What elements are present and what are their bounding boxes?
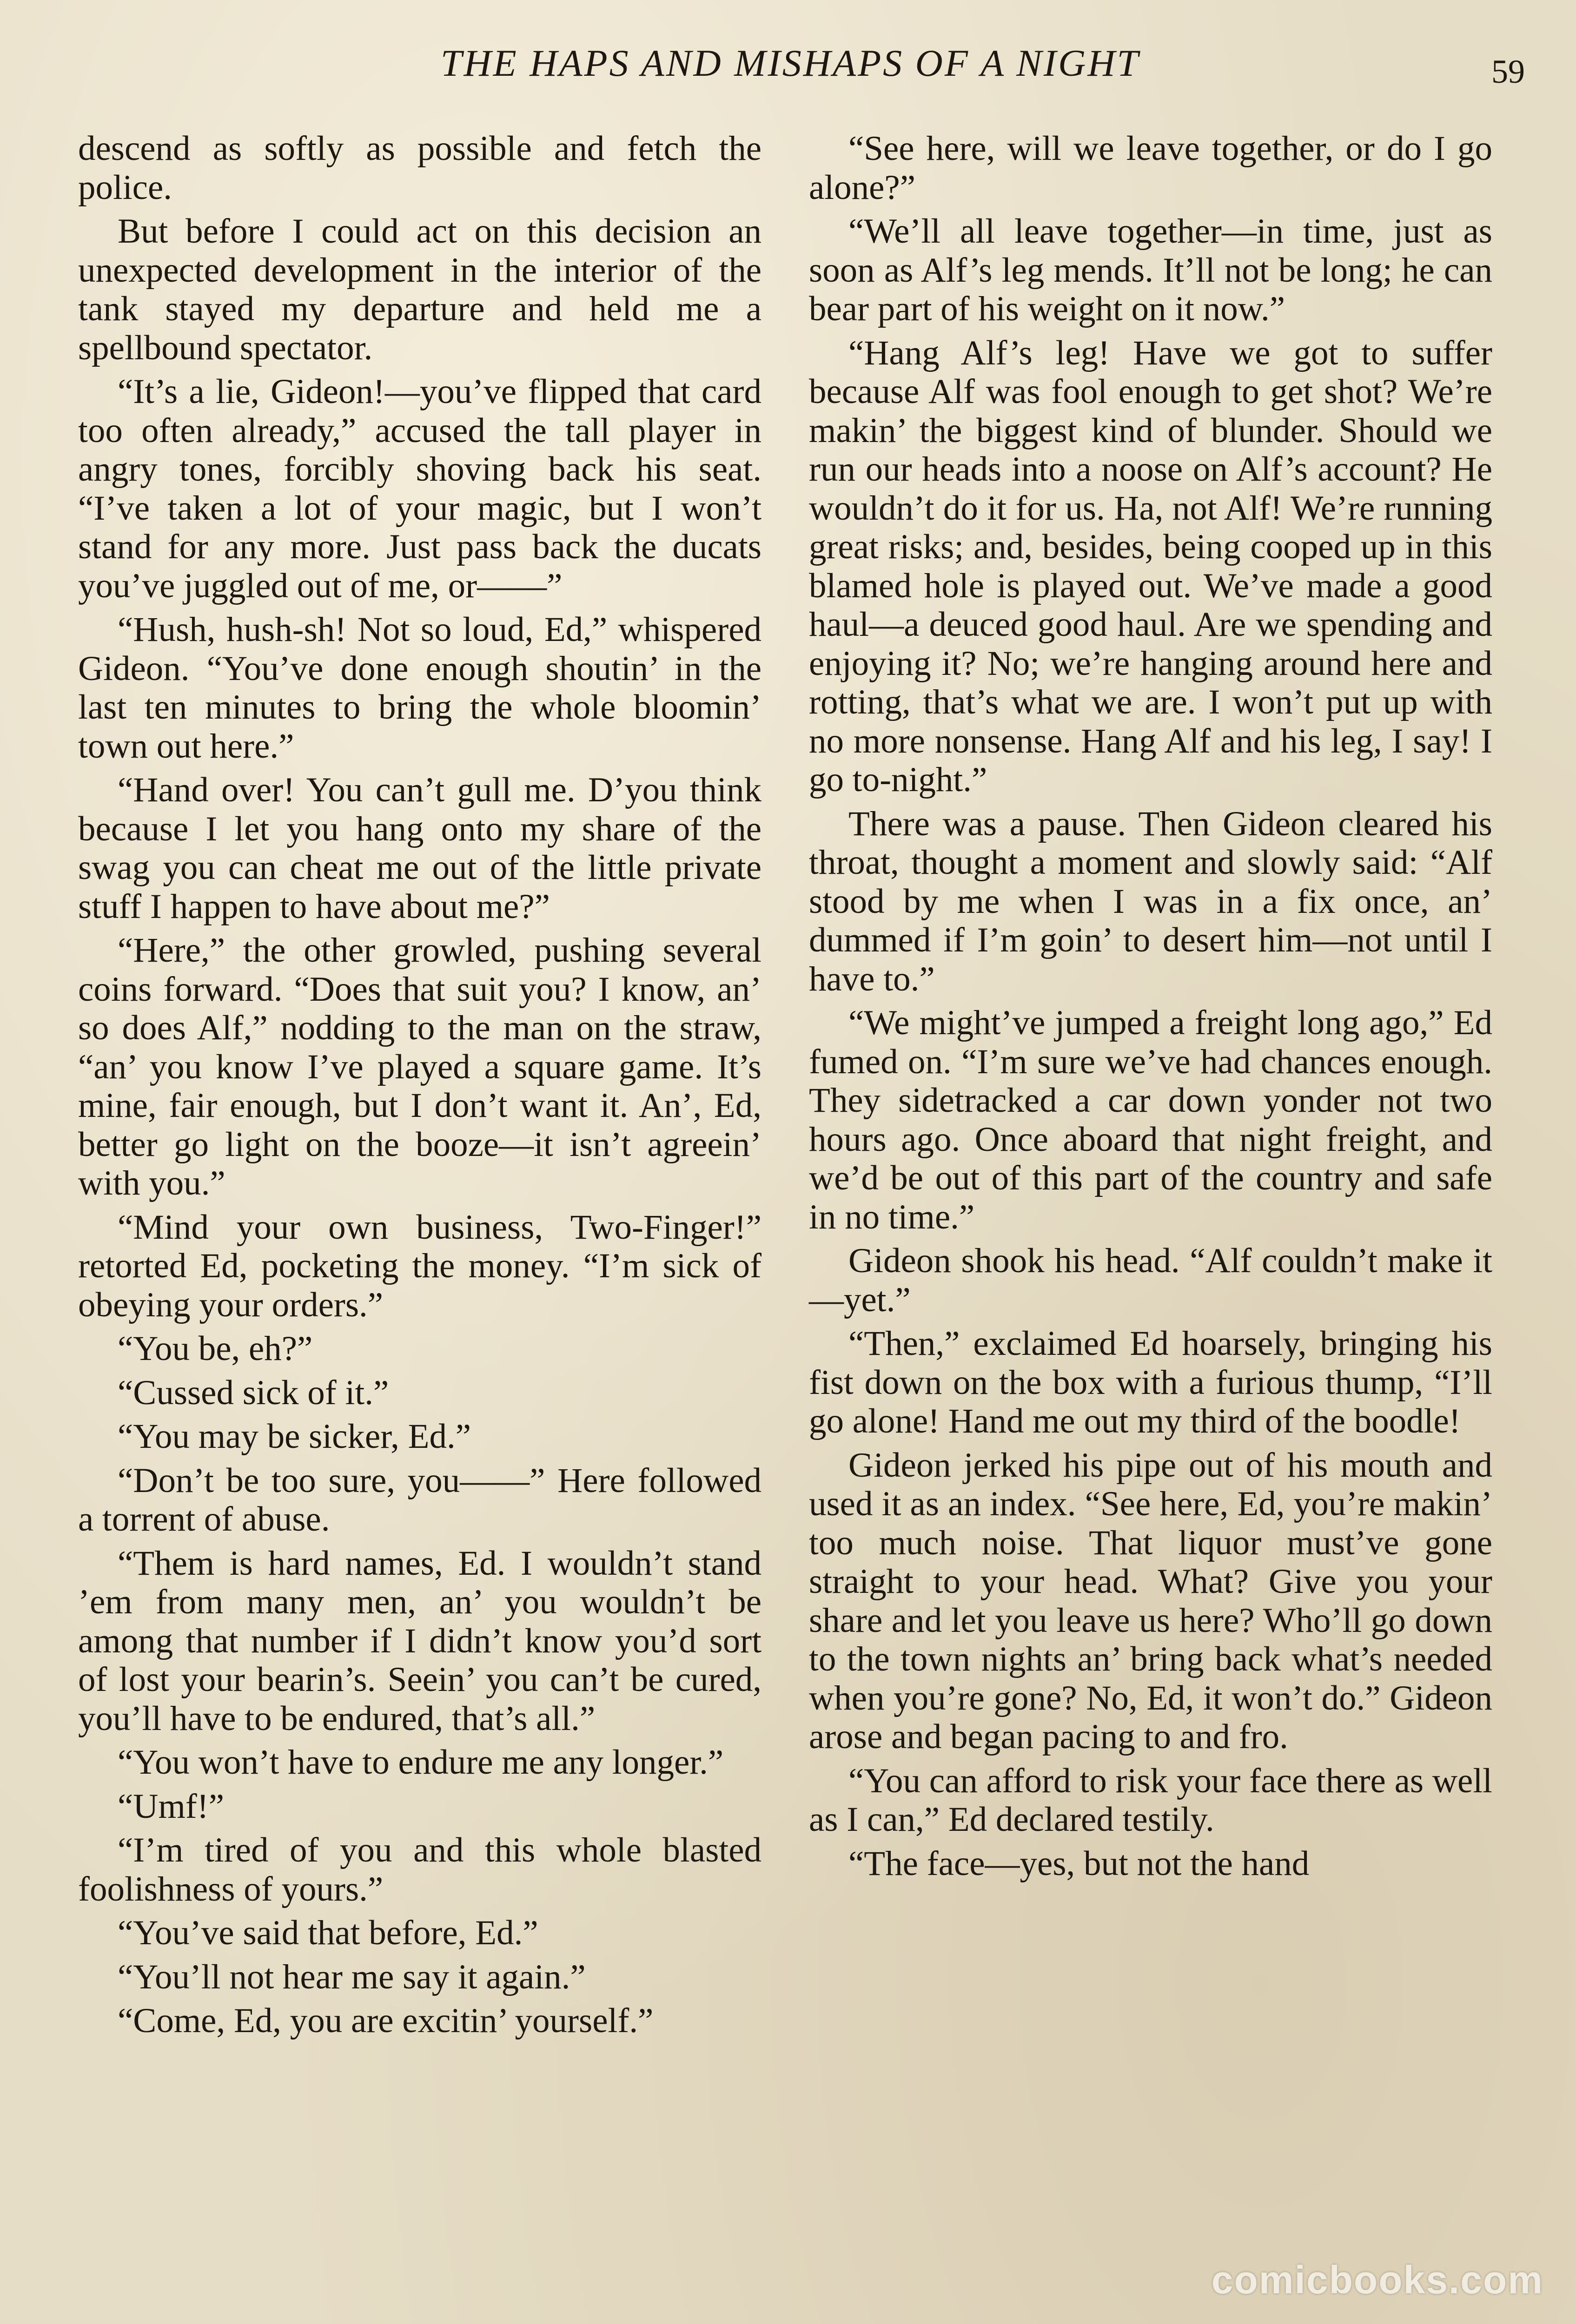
paragraph: “Cussed sick of it.” [118, 1373, 389, 1412]
paragraph: There was a pause. Then Gideon cleared his throat, thought a moment and slowly said: “Alf stood by me when I was in a fix once, an’ dummed if I’m goin’ to desert him—not until I have to.” [809, 804, 1492, 998]
paragraph: “It’s a lie, Gideon!—you’ve flipped that card too often already,” accused the tall player in angry tones, forcibly shoving back his seat. “I’ve taken a lot of your magic, but I won’t stand for any more. Just pass back the ducats you’ve juggled out of me, or——” [78, 372, 762, 605]
running-head-title: THE HAPS AND MISHAPS OF A NIGHT [440, 42, 1140, 84]
paragraph: descend as softly as possible and fetch the police. [78, 129, 762, 207]
paragraph: “We’ll all leave together—in time, just as soon as Alf’s leg mends. It’ll not be long; he can bear part of his weight on it now.” [809, 212, 1492, 328]
paragraph: “Hang Alf’s leg! Have we got to suffer because Alf was fool enough to get shot? We’re makin’ the biggest kind of blunder. Should we run our heads into a noose on Alf’s account? He wouldn’t do it for us. Ha, not Alf! We’re running great risks; and, besides, being cooped up in this blamed hole is played out. We’ve made a good haul—a deuced good haul. Are we spending and enjoying it? No; we’re hanging around here and rotting, that’s what we are. I won’t put up with no more nonsense. Hang Alf and his leg, I say! I go to-night.” [809, 333, 1492, 799]
paragraph: “You’ve said that before, Ed.” [118, 1914, 538, 1952]
paragraph: “Mind your own business, Two-Finger!” retorted Ed, pocketing the money. “I’m sick of obeying your orders.” [78, 1208, 762, 1324]
paragraph: “Then,” exclaimed Ed hoarsely, bringing his fist down on the box with a furious thump, “I’ll go alone! Hand me out my third of the boodle! [809, 1324, 1492, 1440]
watermark: comicbooks.com [1211, 2258, 1543, 2302]
paragraph: Gideon jerked his pipe out of his mouth and used it as an index. “See here, Ed, you’re makin’ too much noise. That liquor must’ve gone straight to your head. What? Give you your share and let you leave us here? Who’ll go down to the town nights an’ bring back what’s needed when you’re gone? No, Ed, it won’t do.” Gideon arose and began pacing to and fro. [809, 1446, 1492, 1756]
paragraph: “Don’t be too sure, you——” Here followed a torrent of abuse. [78, 1461, 762, 1538]
paragraph: Gideon shook his head. “Alf couldn’t make it—yet.” [809, 1241, 1492, 1319]
paragraph: “You can afford to risk your face there as well as I can,” Ed declared testily. [809, 1761, 1492, 1839]
paragraph: “Hand over! You can’t gull me. D’you think because I let you hang onto my share of the swag you can cheat me out of the little private stuff I happen to have about me?” [78, 771, 762, 926]
paragraph: “Them is hard names, Ed. I wouldn’t stand ’em from many men, an’ you wouldn’t be among that number if I didn’t know you’d sort of lost your bearin’s. Seein’ you can’t be cured, you’ll have to be endured, that’s all.” [78, 1544, 762, 1738]
right-text-column [809, 129, 1492, 1888]
paragraph: “You be, eh?” [118, 1329, 313, 1368]
paragraph: “Here,” the other growled, pushing several coins forward. “Does that suit you? I know, an’ so does Alf,” nodding to the man on the straw, “an’ you know I’ve played a square game. It’s mine, fair enough, but I don’t want it. An’, Ed, better go light on the booze—it isn’t agreein’ with you.” [78, 931, 762, 1202]
paragraph: “See here, will we leave together, or do I go alone?” [809, 129, 1492, 207]
paragraph: “Come, Ed, you are excitin’ yourself.” [118, 2001, 654, 2040]
paragraph: “I’m tired of you and this whole blasted foolishness of yours.” [78, 1831, 762, 1908]
paragraph: “You won’t have to endure me any longer.” [118, 1743, 724, 1782]
paragraph: “You may be sicker, Ed.” [118, 1417, 471, 1456]
paragraph: “Umf!” [118, 1787, 225, 1826]
left-text-column [78, 129, 762, 2046]
paragraph: “We might’ve jumped a freight long ago,” Ed fumed on. “I’m sure we’ve had chances enough. They sidetracked a car down yonder not two hours ago. Once aboard that night freight, and we’d be out of this part of the country and safe in no time.” [809, 1004, 1492, 1236]
paragraph: “The face—yes, but not the hand [848, 1844, 1310, 1883]
paragraph: But before I could act on this decision an unexpected development in the interior of the tank stayed my departure and held me a spellbound spectator. [78, 212, 762, 367]
paragraph: “You’ll not hear me say it again.” [118, 1957, 586, 1996]
page-number: 59 [1491, 53, 1525, 90]
paragraph: “Hush, hush-sh! Not so loud, Ed,” whispered Gideon. “You’ve done enough shoutin’ in the last ten minutes to bring the whole bloomin’ town out here.” [78, 610, 762, 766]
